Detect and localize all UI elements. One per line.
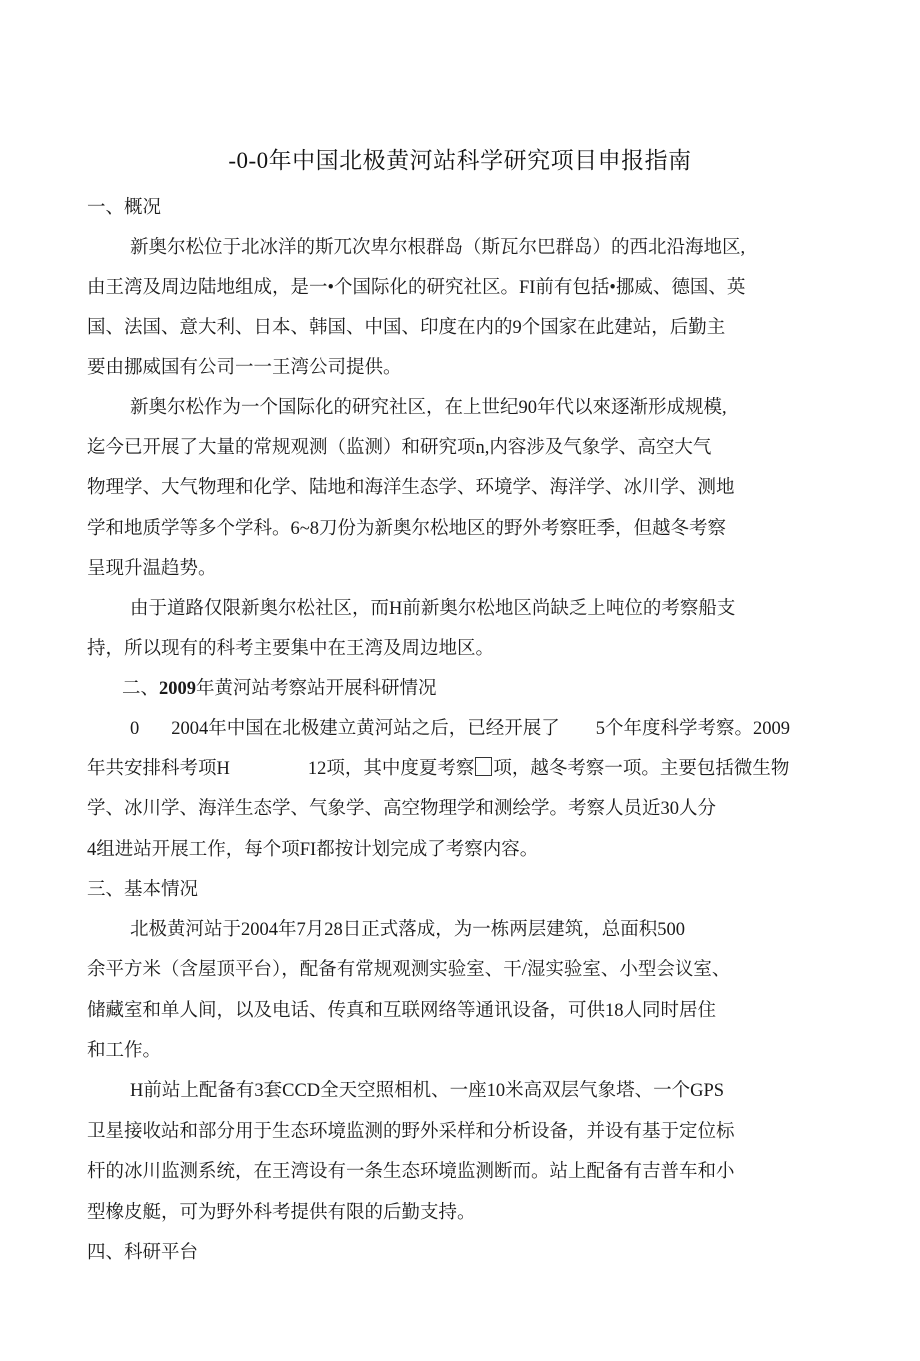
paragraph-line: 要由挪威国有公司一一王湾公司提供。 [87, 358, 402, 378]
text-fragment: 项，越冬考察一项。主要包括微生物 [493, 759, 790, 779]
paragraph-line: 学和地质学等多个学科。6~8刀份为新奥尔松地区的野外考察旺季，但越冬考察 [87, 519, 727, 539]
paragraph-line: 物理学、大气物理和化学、陆地和海洋生态学、环境学、海洋学、冰川学、测地 [87, 478, 735, 498]
document-title: -0-0年中国北极黄河站科学研究项目申报指南 [228, 148, 692, 173]
paragraph-line: 由于道路仅限新奥尔松社区，而H前新奥尔松地区尚缺乏上吨位的考察船支 [130, 599, 736, 619]
section-heading-basic-info: 三、基本情况 [87, 880, 199, 900]
paragraph-line: 4组进站开展工作，每个项FI都按计划完成了考察内容。 [87, 840, 539, 860]
text-fragment: 5个年度科学考察。2009 [595, 719, 791, 739]
paragraph-line: H前站上配备有3套CCD全天空照相机、一座10米高双层气象塔、一个GPS [130, 1081, 725, 1101]
heading-year: 2009 [159, 679, 197, 699]
text-fragment: 2004年中国在北极建立黄河站之后，已经开展了 [171, 719, 560, 739]
missing-glyph-box [475, 757, 492, 776]
paragraph-line: 国、法国、意大利、日本、韩国、中国、印度在内的9个国家在此建站，后勤主 [87, 318, 726, 338]
heading-suffix: 年黄河站考察站开展科研情况 [196, 679, 437, 699]
section-heading-research-platform: 四、科研平台 [87, 1243, 199, 1263]
section-heading-2009-research [122, 677, 437, 701]
text-fragment: 12项，其中度夏考察 [307, 759, 475, 779]
paragraph-line: 卫星接收站和部分用于生态环境监测的野外采样和分析设备，并设有基于定位标 [87, 1122, 735, 1142]
paragraph-line: 和工作。 [87, 1041, 162, 1061]
paragraph-line: 迄今已开展了大量的常规观测（监测）和研究项n,内容涉及气象学、高空大气 [87, 438, 712, 458]
paragraph-line: 新奥尔松作为一个国际化的研究社区，在上世纪90年代以來逐渐形成规模, [130, 398, 727, 418]
paragraph-line: 由王湾及周边陆地组成，是一•个国际化的研究社区。FI前有包括•挪威、德国、英 [87, 278, 746, 298]
paragraph-line: 学、冰川学、海洋生态学、气象学、高空物理学和测绘学。考察人员近30人分 [87, 799, 717, 819]
heading-prefix: 二、 [122, 679, 160, 699]
paragraph-line: 持，所以现有的科考主要集中在王湾及周边地区。 [87, 639, 495, 659]
paragraph-line: 型橡皮艇，可为野外科考提供有限的后勤支持。 [87, 1203, 476, 1223]
paragraph-line [87, 757, 789, 781]
paragraph-line: 杆的冰川监测系统，在王湾设有一条生态环境监测断而。站上配备有吉普车和小 [87, 1162, 735, 1182]
paragraph-line: 储藏室和单人间，以及电话、传真和互联网络等通讯设备，可供18人同时居住 [87, 1001, 717, 1021]
paragraph-line: 呈现升温趋势。 [87, 559, 217, 579]
text-fragment: 年共安排科考项H [87, 759, 230, 779]
paragraph-line [130, 717, 790, 741]
paragraph-line: 余平方米（含屋顶平台），配备有常规观测实验室、干/湿实验室、小型会议室、 [87, 960, 731, 980]
paragraph-line: 新奥尔松位于北冰洋的斯兀次卑尔根群岛（斯瓦尔巴群岛）的西北沿海地区, [130, 238, 746, 258]
section-heading-overview: 一、概况 [87, 198, 162, 218]
text-fragment: 0 [130, 719, 140, 739]
paragraph-line: 北极黄河站于2004年7月28日正式落成，为一栋两层建筑，总面积500 [130, 920, 686, 940]
